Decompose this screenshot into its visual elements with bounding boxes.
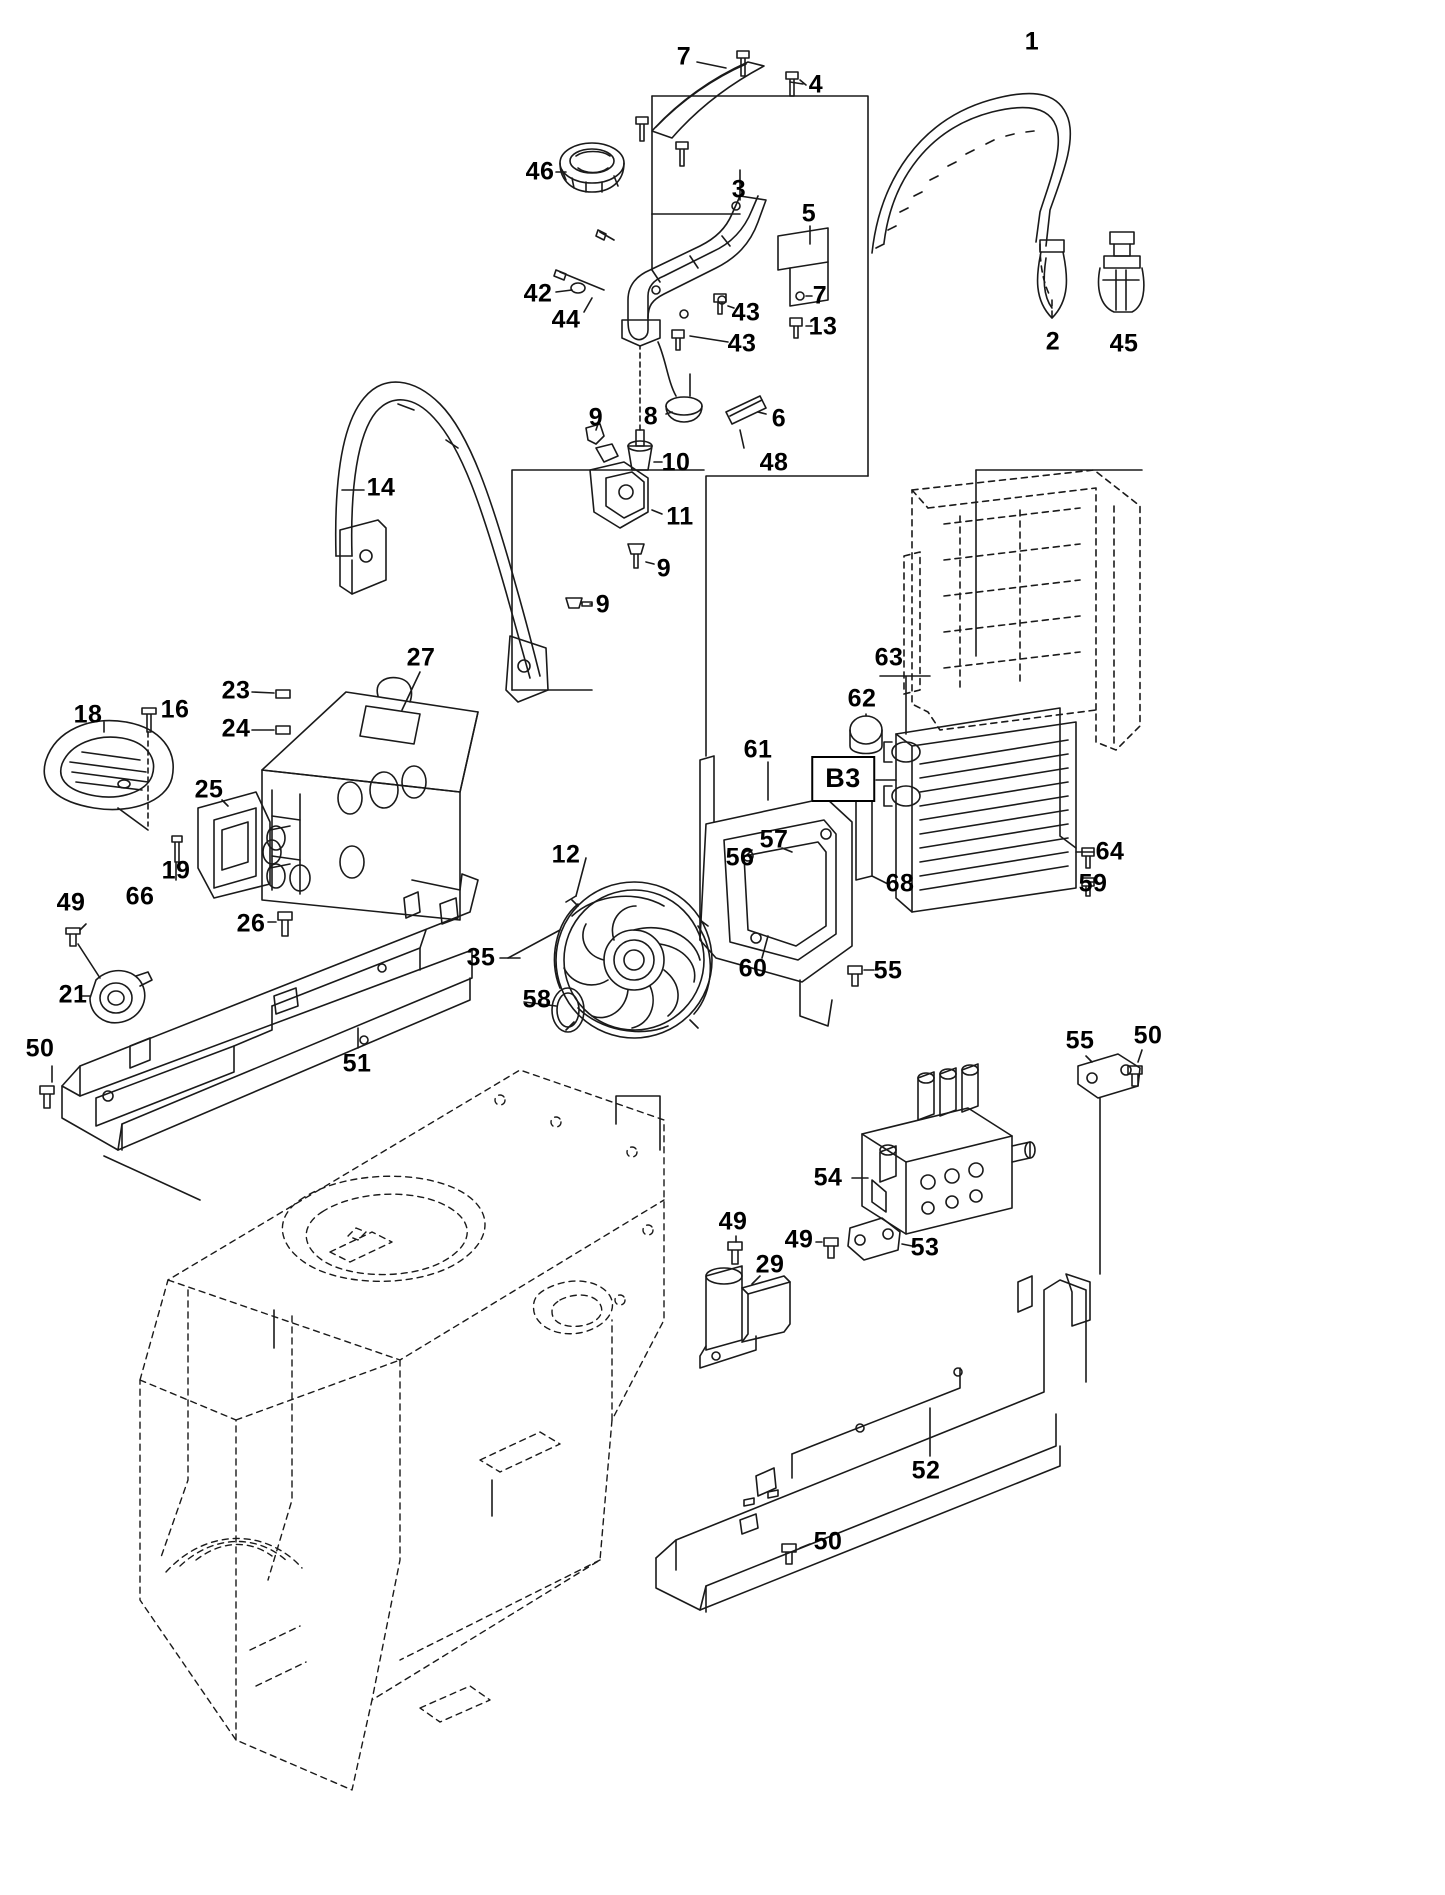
callout-49c: 49 — [784, 1225, 814, 1254]
leader-44 — [584, 298, 592, 312]
callout-13: 13 — [808, 312, 838, 341]
part-46-cap — [560, 143, 624, 192]
leader-12 — [572, 900, 578, 906]
leader-55b — [1086, 1056, 1092, 1062]
part-54-valve-block — [862, 1064, 1035, 1234]
callout-66: 66 — [125, 882, 155, 911]
part-29-motor — [700, 1266, 790, 1368]
leader-4 — [790, 82, 803, 84]
callout-19: 19 — [161, 856, 191, 885]
callout-16: 16 — [160, 695, 190, 724]
part-21-horn — [90, 971, 152, 1023]
assembly-guide-lines — [512, 96, 1142, 756]
leader-3 — [652, 170, 740, 214]
callout-9b: 9 — [656, 554, 672, 583]
callout-8: 8 — [643, 402, 659, 431]
callout-27: 27 — [406, 643, 436, 672]
part-9-bolt-c — [566, 598, 592, 608]
leader-50b — [1138, 1050, 1142, 1062]
callout-6: 6 — [771, 404, 787, 433]
part-49-bolt-b — [728, 1242, 742, 1264]
part-10-bushing — [628, 430, 652, 470]
leader-48 — [740, 430, 744, 448]
chassis-ghost — [140, 1070, 664, 1790]
callout-52: 52 — [911, 1456, 941, 1485]
callout-25: 25 — [194, 775, 224, 804]
callout-21: 21 — [58, 980, 88, 1009]
part-43-screws — [672, 294, 726, 350]
callout-61: 61 — [743, 735, 773, 764]
part-4-screws — [636, 51, 806, 166]
callout-44: 44 — [551, 305, 581, 334]
leader-7a — [697, 62, 726, 68]
part-27-tank — [262, 678, 478, 920]
part-8-switch — [658, 342, 702, 422]
part-11-bracket — [590, 444, 648, 528]
callout-42: 42 — [523, 279, 553, 308]
leader-27 — [402, 672, 420, 710]
callout-50c: 50 — [813, 1527, 843, 1556]
callout-58: 58 — [522, 985, 552, 1014]
callout-11: 11 — [666, 502, 694, 531]
callout-51: 51 — [342, 1049, 372, 1078]
leader-9b — [646, 562, 654, 564]
rear-grille-ghost — [904, 470, 1140, 750]
callout-9a: 9 — [588, 403, 604, 432]
callout-12: 12 — [551, 840, 581, 869]
leader-63 — [880, 676, 930, 734]
part-50-bolt-a — [40, 1086, 54, 1108]
callout-9c: 9 — [595, 590, 611, 619]
part-7-bar — [652, 62, 764, 138]
callout-29: 29 — [755, 1250, 785, 1279]
leader-43b — [690, 336, 728, 342]
callout-5: 5 — [801, 199, 817, 228]
callout-14: 14 — [366, 473, 396, 502]
part-23-24 — [252, 690, 290, 734]
part-9-bolt-b — [628, 544, 644, 568]
callout-50a: 50 — [25, 1034, 55, 1063]
part-14-rops — [336, 382, 548, 702]
callout-60: 60 — [738, 954, 768, 983]
part-45-valve — [1099, 232, 1144, 312]
callout-1: 1 — [1024, 27, 1040, 56]
part-26-bolt — [278, 912, 292, 936]
callout-62: 62 — [847, 684, 877, 713]
callout-64: 64 — [1095, 837, 1125, 866]
callout-43b: 43 — [727, 329, 757, 358]
part-1-hose — [872, 94, 1070, 318]
leader-35 — [508, 930, 560, 958]
callout-57: 57 — [759, 825, 789, 854]
callout-49b: 49 — [718, 1207, 748, 1236]
callout-B3: B3 — [811, 756, 875, 802]
callout-55a: 55 — [873, 956, 903, 985]
leader-49a — [80, 924, 86, 930]
leader-6 — [758, 412, 766, 414]
callout-23: 23 — [221, 676, 251, 705]
callout-50b: 50 — [1133, 1021, 1163, 1050]
part-18-cover — [44, 721, 173, 810]
part-42-44-pins — [554, 230, 614, 293]
callout-2: 2 — [1045, 327, 1061, 356]
callout-4: 4 — [808, 70, 824, 99]
part-13-screw — [790, 318, 802, 338]
part-49-bolt-c — [824, 1238, 838, 1258]
callout-18: 18 — [73, 700, 103, 729]
callout-35: 35 — [466, 943, 496, 972]
callout-49a: 49 — [56, 888, 86, 917]
part-62-cap — [850, 716, 882, 754]
callout-53: 53 — [910, 1233, 940, 1262]
callout-7b: 7 — [812, 281, 828, 310]
part-58-oring — [552, 988, 584, 1032]
callout-45: 45 — [1109, 329, 1139, 358]
part-52-frame — [656, 1274, 1090, 1612]
part-55-bracket-right — [1078, 1054, 1140, 1098]
callout-68: 68 — [885, 869, 915, 898]
callout-10: 10 — [661, 448, 691, 477]
part-25-controlbox — [198, 792, 290, 898]
part-6-grip — [726, 396, 766, 424]
callout-3: 3 — [731, 175, 747, 204]
assembly-guide-lines-lower — [104, 1096, 1100, 1516]
part-55-bolt-a — [848, 966, 862, 986]
callout-55b: 55 — [1065, 1026, 1095, 1055]
leader-11 — [652, 510, 662, 514]
leader-42 — [556, 290, 572, 292]
callout-59: 59 — [1078, 869, 1108, 898]
leader-49a2 — [78, 944, 100, 978]
leader-66 — [118, 808, 148, 830]
leader-50c — [800, 1544, 810, 1548]
callout-43a: 43 — [731, 298, 761, 327]
callout-56: 56 — [725, 843, 755, 872]
callout-63: 63 — [874, 643, 904, 672]
callout-54: 54 — [813, 1163, 843, 1192]
callout-48: 48 — [759, 448, 789, 477]
callout-46: 46 — [525, 157, 555, 186]
callout-7: 7 — [676, 42, 692, 71]
callout-24: 24 — [221, 714, 251, 743]
callout-26: 26 — [236, 909, 266, 938]
